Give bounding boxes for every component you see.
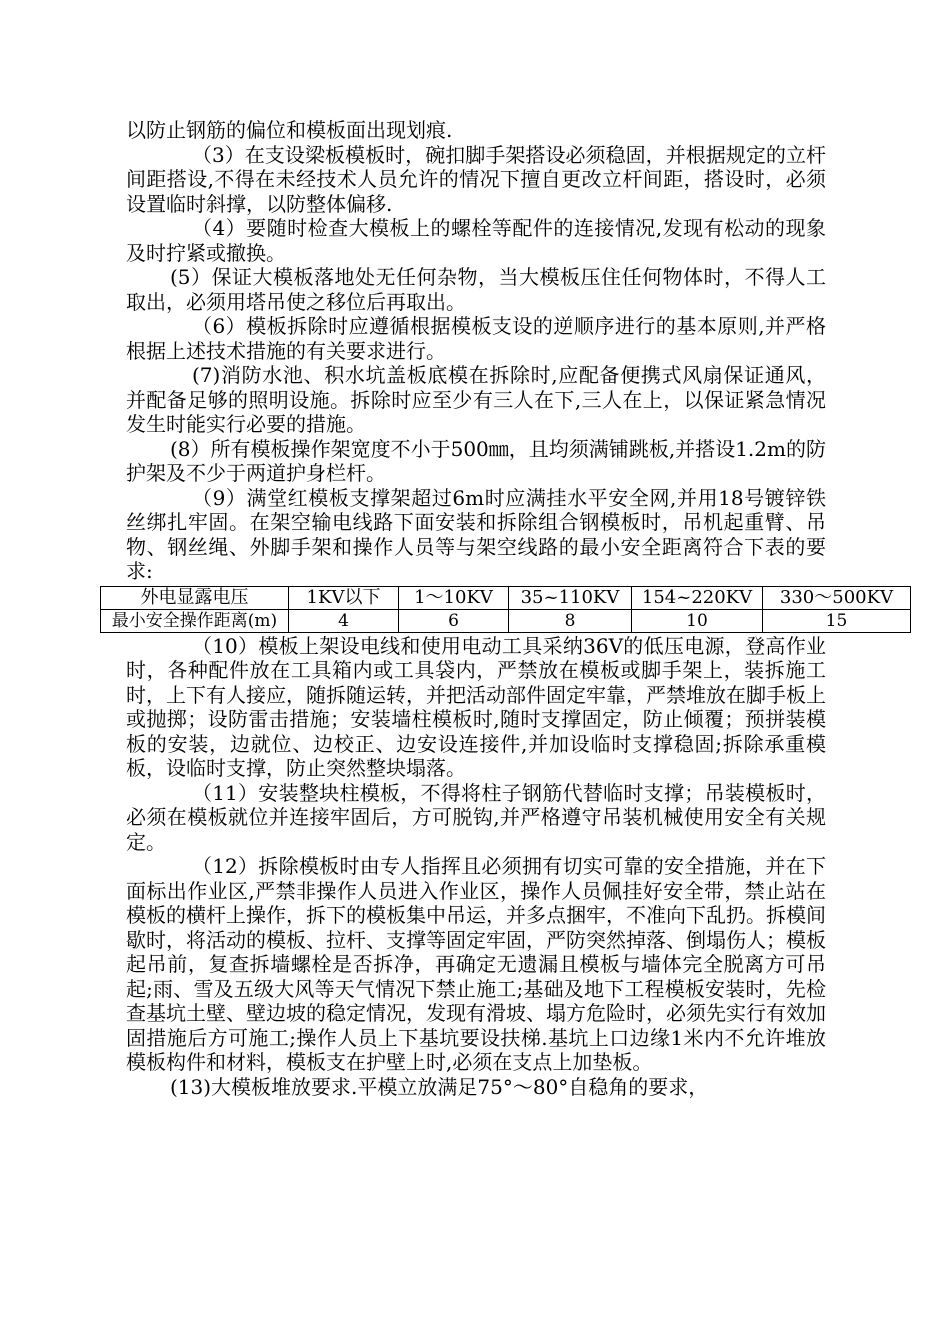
table-cell: 1KV以下 bbox=[289, 586, 399, 609]
paragraph: （3）在支设梁板模板时，碗扣脚手架搭设必须稳固，并根据规定的立杆间距搭设,不得在未经技术人员允许的情况下擅自更改立杆间距，搭设时，必须设置临时斜撑，以防整体偏移. bbox=[126, 142, 826, 216]
table-cell: 10 bbox=[632, 609, 763, 632]
table-row bbox=[101, 609, 911, 632]
paragraph: （10）模板上架设电线和使用电动工具采纳36V的低压电源，登高作业时，各种配件放在工具箱内或工具袋内，严禁放在模板或脚手架上，装拆施工时，上下有人接应，随拆随运转，并把活动部件固定牢靠，严禁堆放在脚手板上或抛掷；设防雷击措施；安装墙柱模板时,随时支撑固定，防止倾覆；预拼装模板的安装，边就位、边校正、边安设连接件,并加设临时支撑稳固;拆除承重模板，设临时支撑，防止突然整块塌落。 bbox=[126, 633, 826, 780]
table-cell: 外电显露电压 bbox=[101, 586, 289, 609]
table-cell: 154~220KV bbox=[632, 586, 763, 609]
table-cell: 1～10KV bbox=[399, 586, 509, 609]
paragraph: (5）保证大模板落地处无任何杂物，当大模板压住任何物体时，不得人工取出，必须用塔吊使之移位后再取出。 bbox=[126, 265, 826, 314]
table-cell: 4 bbox=[289, 609, 399, 632]
safety-distance-table bbox=[100, 586, 911, 633]
table-cell: 330～500KV bbox=[763, 586, 911, 609]
document-body bbox=[111, 118, 894, 1099]
paragraph: (8）所有模板操作架宽度不小于500㎜，且均须满铺跳板,并搭设1.2m的防护架及不少于两道护身栏杆。 bbox=[126, 436, 826, 485]
table-cell: 最小安全操作距离(m) bbox=[101, 609, 289, 632]
paragraph: （9）满堂红模板支撑架超过6m时应满挂水平安全网,并用18号镀锌铁丝绑扎牢固。在架空输电线路下面安装和拆除组合钢模板时，吊机起重臂、吊物、钢丝绳、外脚手架和操作人员等与架空线路的最小安全距离符合下表的要求: bbox=[126, 485, 826, 583]
paragraph: 以防止钢筋的偏位和模板面出现划痕. bbox=[126, 118, 453, 142]
table-header-row bbox=[101, 586, 911, 609]
paragraph: （12）拆除模板时由专人指挥且必须拥有切实可靠的安全措施，并在下面标出作业区,严禁非操作人员进入作业区，操作人员佩挂好安全带，禁止站在模板的横杆上操作，拆下的模板集中吊运，并多点捆牢，不准向下乱扔。拆模间歇时，将活动的模板、拉杆、支撑等固定牢固，严防突然掉落、倒塌伤人；模板起吊前，复查拆墙螺栓是否拆净，再确定无遗漏且模板与墙体完全脱离方可吊起;雨、雪及五级大风等天气情况下禁止施工;基础及地下工程模板安装时，先检查基坑土壁、壁边坡的稳定情况，发现有滑坡、塌方危险时，必须先实行有效加固措施后方可施工;操作人员上下基坑要设扶梯.基坑上口边缘1米内不允许堆放模板构件和材料，模板支在护壁上时,必须在支点上加垫板。 bbox=[126, 854, 826, 1074]
paragraph: （11）安装整块柱模板，不得将柱子钢筋代替临时支撑；吊装模板时，必须在模板就位并连接牢固后，方可脱钩,并严格遵守吊装机械使用安全有关规定。 bbox=[126, 780, 826, 854]
paragraph: (13)大模板堆放要求.平模立放满足75°～80°自稳角的要求， bbox=[170, 1074, 709, 1099]
paragraph: （6）模板拆除时应遵循根据模板支设的逆顺序进行的基本原则,并严格根据上述技术措施的有关要求进行。 bbox=[126, 314, 826, 363]
table-cell: 15 bbox=[763, 609, 911, 632]
paragraph: （4）要随时检查大模板上的螺栓等配件的连接情况,发现有松动的现象及时拧紧或撤换。 bbox=[126, 216, 826, 265]
table-cell: 35~110KV bbox=[509, 586, 632, 609]
table-cell: 8 bbox=[509, 609, 632, 632]
table-cell: 6 bbox=[399, 609, 509, 632]
paragraph: (7)消防水池、积水坑盖板底模在拆除时,应配备便携式风扇保证通风，并配备足够的照明设施。拆除时应至少有三人在下,三人在上，以保证紧急情况发生时能实行必要的措施。 bbox=[126, 363, 826, 436]
